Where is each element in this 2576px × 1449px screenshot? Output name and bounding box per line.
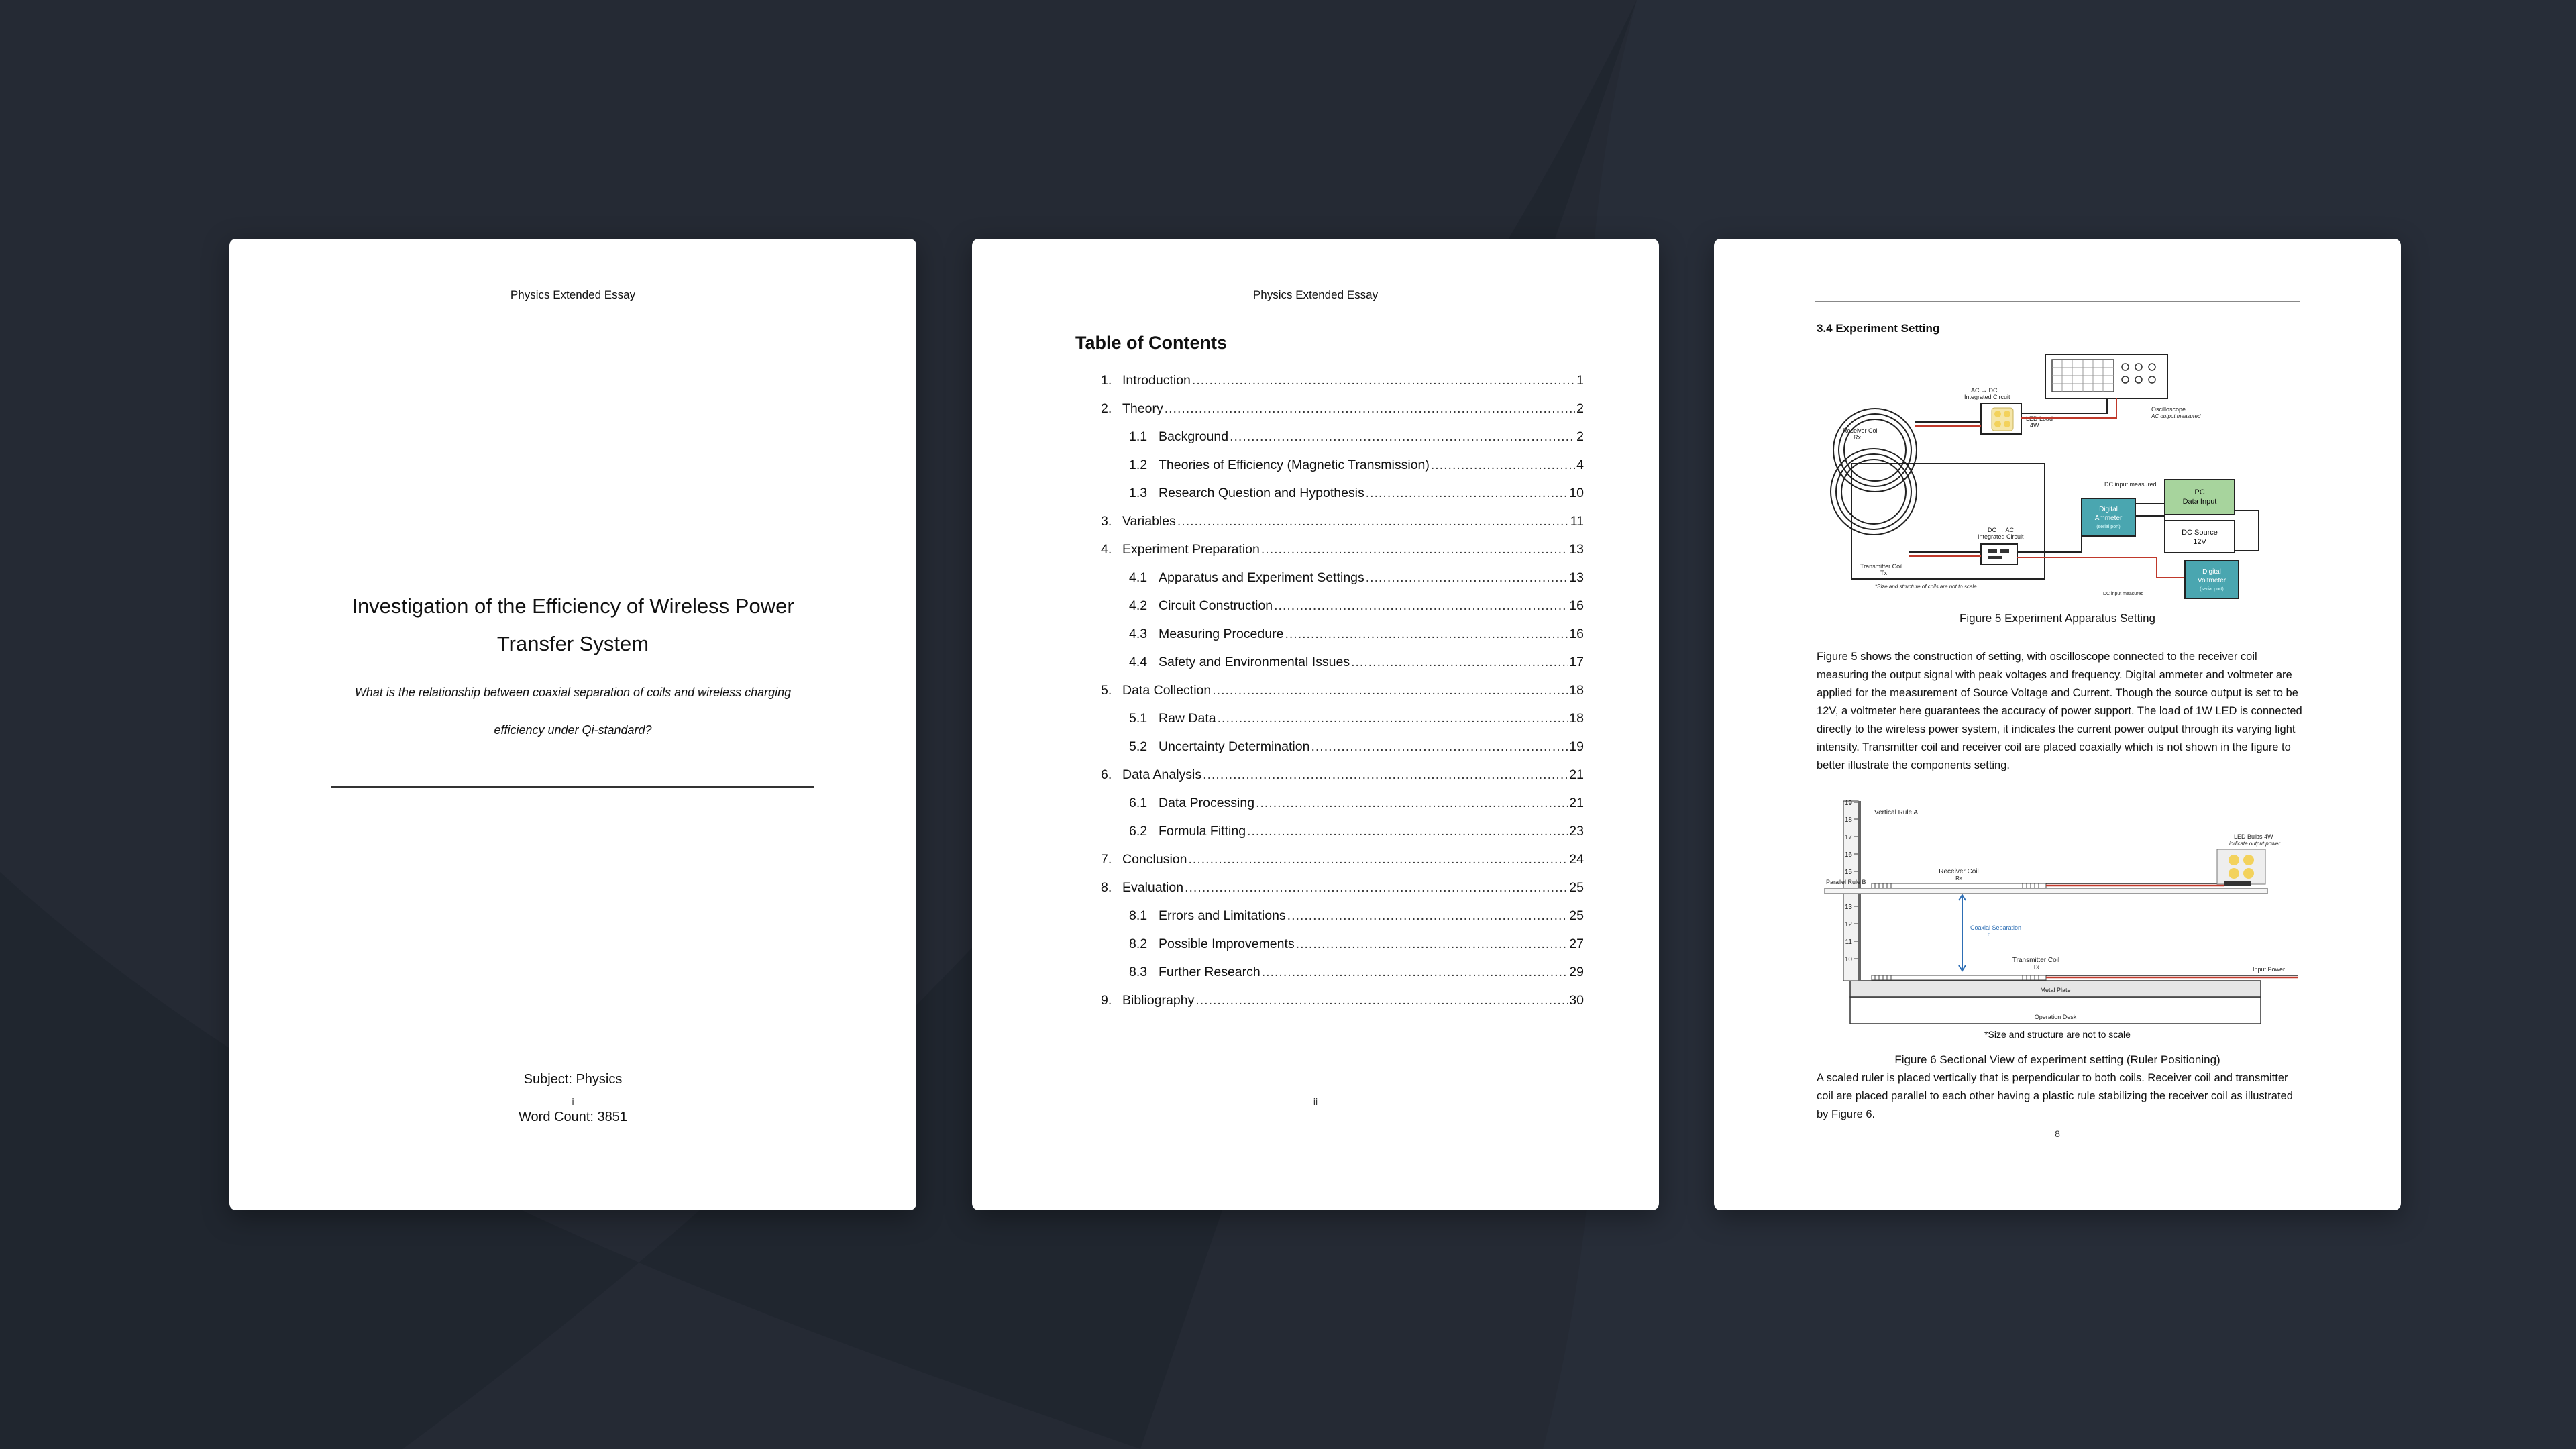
toc-leader-dots (1287, 908, 1568, 924)
receiver-coil-label: Receiver Coil (1939, 868, 1979, 875)
toc-entry[interactable] (1101, 789, 1584, 817)
toc-entry[interactable] (1101, 564, 1584, 592)
toc-leader-dots (1177, 514, 1569, 529)
paragraph-fig5: Figure 5 shows the construction of setting, with oscilloscope connected to the receiver coil measuring the output signal with peak voltages and frequency. Digital ammeter and voltmeter are applied for the measurement of Source Voltage and Current. Though the source output is set to be 12V, a voltmeter here guarantees the accuracy of power support. The load of 1W LED is connected directly to the wireless power system, it indicates the current power output through its varying light intensity. Transmitter coil and receiver coil are placed coaxially which is not shown in the figure to better illustrate the components setting. (1817, 651, 2302, 771)
toc-leader-dots (1285, 627, 1568, 642)
page-header: Physics Extended Essay (1252, 288, 1379, 301)
toc-entry-page: 21 (1569, 795, 1584, 810)
ruler-tick-label: 13 (1844, 904, 1852, 911)
toc-leader-dots (1218, 711, 1568, 727)
toc-entry-page: 4 (1576, 457, 1584, 472)
toc-entry[interactable] (1101, 592, 1584, 620)
word-count: Word Count: 3851 (519, 1110, 627, 1124)
ruler-tick-label: 18 (1844, 816, 1852, 824)
fig5-scale-note: *Size and structure of coils are not to scale (1875, 584, 1977, 590)
toc-entry[interactable] (1101, 676, 1584, 704)
svg-text:DC input measured: DC input measured (2103, 592, 2144, 596)
toc-list (1101, 366, 1584, 1014)
toc-leader-dots (1165, 401, 1575, 417)
toc-entry[interactable] (1101, 733, 1584, 761)
oscilloscope-label: Oscilloscope (2151, 406, 2186, 413)
toc-entry-page: 29 (1569, 964, 1584, 979)
metal-plate-label: Metal Plate (2040, 987, 2071, 994)
page-number: i (572, 1096, 574, 1107)
toc-entry-label: Formula Fitting (1159, 823, 1246, 839)
toc-entry-number: 3. (1101, 513, 1112, 529)
toc-entry-number: 1.2 (1129, 457, 1148, 472)
svg-text:Digital: Digital (2099, 506, 2118, 513)
toc-entry-number: 1. (1101, 372, 1112, 388)
coaxial-separation-label: Coaxial Separation (1970, 924, 2022, 931)
svg-text:(serial port): (serial port) (2200, 587, 2224, 592)
toc-entry-label: Conclusion (1122, 851, 1187, 867)
toc-entry-label: Background (1159, 429, 1229, 444)
toc-leader-dots (1230, 429, 1575, 445)
toc-leader-dots (1311, 739, 1568, 755)
dc-ac-label: DC → AC (1988, 527, 2015, 533)
page-number: ii (1313, 1096, 1318, 1107)
toc-leader-dots (1366, 570, 1568, 586)
toc-entry-number: 4.1 (1129, 570, 1148, 585)
toc-entry-page: 18 (1569, 682, 1584, 698)
toc-entry[interactable] (1101, 648, 1584, 676)
svg-text:Tx: Tx (1880, 570, 1887, 576)
svg-text:(serial port): (serial port) (2096, 525, 2121, 529)
toc-title: Table of Contents (1075, 333, 1227, 353)
svg-text:Tx: Tx (2033, 964, 2039, 970)
toc-leader-dots (1431, 458, 1575, 473)
toc-entry-number: 1.3 (1129, 485, 1148, 500)
toc-entry-number: 7. (1101, 851, 1112, 867)
figure-6-caption: Figure 6 Sectional View of experiment setting (Ruler Positioning) (1894, 1053, 2220, 1066)
toc-entry-label: Data Analysis (1122, 767, 1202, 782)
toc-entry[interactable] (1101, 761, 1584, 789)
toc-entry[interactable] (1101, 394, 1584, 423)
toc-entry-page: 16 (1569, 626, 1584, 641)
toc-entry-label: Further Research (1159, 964, 1260, 979)
transmitter-coil-label: Transmitter Coil (1860, 563, 1903, 570)
toc-leader-dots (1256, 796, 1568, 811)
toc-entry-number: 8. (1101, 879, 1112, 895)
toc-entry-label: Variables (1122, 513, 1176, 529)
page-header: Physics Extended Essay (510, 288, 636, 301)
toc-entry-page: 19 (1569, 739, 1584, 754)
research-question: What is the relationship between coaxial separation of coils and wireless charging efficiency under Qi-standard? (354, 686, 792, 737)
toc-entry-number: 6.2 (1129, 823, 1148, 839)
section-title: 3.4 Experiment Setting (1817, 322, 1940, 335)
toc-leader-dots (1188, 852, 1568, 867)
svg-text:DC Source: DC Source (2182, 529, 2218, 537)
page-experiment (1714, 239, 2401, 1210)
toc-entry-label: Errors and Limitations (1159, 908, 1286, 923)
toc-entry-number: 5. (1101, 682, 1112, 698)
toc-entry[interactable] (1101, 366, 1584, 394)
toc-entry-number: 5.2 (1129, 739, 1148, 754)
toc-entry-page: 2 (1576, 400, 1584, 416)
input-power-label: Input Power (2253, 966, 2286, 973)
toc-entry[interactable] (1101, 535, 1584, 564)
toc-entry-number: 4.2 (1129, 598, 1148, 613)
toc-entry[interactable] (1101, 423, 1584, 451)
svg-text:d: d (1988, 932, 1991, 938)
svg-text:Rx: Rx (1955, 875, 1962, 881)
svg-text:AC output measured: AC output measured (2151, 413, 2201, 419)
page-cover (229, 239, 916, 1210)
svg-text:Data Input: Data Input (2182, 498, 2217, 506)
parallel-rule-label: Parallel Rule B (1826, 879, 1866, 885)
parallel-rule (1825, 888, 2267, 894)
toc-entry[interactable] (1101, 958, 1584, 986)
led-bulbs-label: LED Bulbs 4W (2234, 833, 2273, 840)
toc-entry-label: Circuit Construction (1159, 598, 1273, 613)
toc-entry-label: Data Processing (1159, 795, 1255, 810)
subject-label: Subject: Physics (523, 1072, 623, 1087)
toc-entry-label: Experiment Preparation (1122, 541, 1260, 557)
svg-text:indicate output power: indicate output power (2229, 841, 2281, 847)
toc-entry-number: 4.3 (1129, 626, 1148, 641)
toc-entry-label: Research Question and Hypothesis (1159, 485, 1364, 500)
ac-dc-label: AC → DC (1971, 387, 1998, 394)
toc-entry-number: 6. (1101, 767, 1112, 782)
toc-entry-page: 21 (1569, 767, 1584, 782)
ruler-tick-label: 11 (1845, 938, 1852, 946)
toc-leader-dots (1212, 683, 1568, 698)
transmitter-coil-label: Transmitter Coil (2012, 957, 2060, 964)
toc-entry-label: Theory (1122, 400, 1163, 416)
toc-entry-page: 13 (1569, 541, 1584, 557)
toc-entry-number: 4. (1101, 541, 1112, 557)
ruler-tick-label: 12 (1844, 921, 1852, 928)
toc-leader-dots (1195, 993, 1568, 1008)
toc-leader-dots (1203, 767, 1568, 783)
toc-leader-dots (1185, 880, 1568, 896)
toc-leader-dots (1351, 655, 1568, 670)
receiver-coil-section (1872, 883, 2046, 888)
toc-entry-page: 25 (1569, 879, 1584, 895)
toc-entry[interactable] (1101, 930, 1584, 958)
receiver-coil-label: Receiver Coil (1843, 427, 1879, 434)
operation-desk-label: Operation Desk (2034, 1014, 2077, 1020)
toc-entry-page: 16 (1569, 598, 1584, 613)
toc-entry[interactable] (1101, 451, 1584, 479)
vertical-rule-label: Vertical Rule A (1874, 809, 1919, 816)
figure-6-sectional-view (1714, 796, 2401, 1027)
svg-text:PC: PC (2194, 488, 2205, 496)
svg-text:12V: 12V (2193, 538, 2206, 546)
toc-entry-label: Raw Data (1159, 710, 1216, 726)
toc-entry-page: 18 (1569, 710, 1584, 726)
toc-entry-number: 4.4 (1129, 654, 1148, 669)
svg-text:Rx: Rx (1854, 434, 1861, 441)
toc-entry[interactable] (1101, 817, 1584, 845)
ruler-tick-label: 15 (1844, 869, 1852, 876)
header-rule (1815, 301, 2300, 302)
toc-entry-number: 8.2 (1129, 936, 1148, 951)
divider (331, 786, 814, 788)
toc-entry-page: 1 (1576, 372, 1584, 388)
toc-entry[interactable] (1101, 704, 1584, 733)
toc-entry-page: 30 (1569, 992, 1584, 1008)
toc-entry-page: 11 (1570, 513, 1584, 529)
toc-entry-page: 10 (1569, 485, 1584, 500)
paragraph-fig6: A scaled ruler is placed vertically that is perpendicular to both coils. Receiver coil and transmitter coil are placed parallel to each other having a plastic rule stabilizing the receiver coil as illustrated by Figure 6. (1817, 1072, 2293, 1120)
dc-ac-box (1981, 544, 2017, 564)
ruler-tick-label: 10 (1844, 956, 1852, 963)
toc-entry-number: 8.1 (1129, 908, 1148, 923)
toc-entry-label: Measuring Procedure (1159, 626, 1284, 641)
toc-entry-label: Possible Improvements (1159, 936, 1295, 951)
toc-leader-dots (1261, 542, 1568, 557)
dc-source-box (2165, 521, 2235, 553)
toc-entry[interactable] (1101, 479, 1584, 507)
transmitter-coil-section (1872, 975, 2046, 980)
svg-text:Ammeter: Ammeter (2094, 515, 2123, 522)
toc-leader-dots (1262, 965, 1568, 980)
led-load-label: LED Load (2026, 415, 2053, 422)
toc-entry-number: 2. (1101, 400, 1112, 416)
svg-text:4W: 4W (2030, 422, 2039, 429)
page-toc (972, 239, 1659, 1210)
toc-leader-dots (1296, 936, 1568, 952)
page-number: 8 (2055, 1128, 2060, 1139)
toc-entry-page: 2 (1576, 429, 1584, 444)
toc-entry-label: Evaluation (1122, 879, 1184, 895)
ruler-tick-label: 16 (1844, 851, 1852, 859)
ruler-tick-label: 19 (1844, 800, 1852, 807)
svg-text:Digital: Digital (2202, 568, 2221, 576)
toc-leader-dots (1192, 373, 1575, 388)
toc-entry-label: Theories of Efficiency (Magnetic Transmission) (1159, 457, 1430, 472)
toc-entry[interactable] (1101, 507, 1584, 535)
ruler-tick-label: 17 (1844, 834, 1852, 841)
toc-entry-label: Introduction (1122, 372, 1191, 388)
svg-text:Integrated Circuit: Integrated Circuit (1978, 533, 2024, 540)
toc-leader-dots (1366, 486, 1568, 501)
toc-entry[interactable] (1101, 845, 1584, 873)
toc-entry-page: 13 (1569, 570, 1584, 585)
toc-entry-label: Apparatus and Experiment Settings (1159, 570, 1364, 585)
dc-input-label: DC input measured (2104, 481, 2157, 488)
toc-entry-page: 24 (1569, 851, 1584, 867)
toc-entry-label: Uncertainty Determination (1159, 739, 1310, 754)
toc-entry-page: 27 (1569, 936, 1584, 951)
toc-entry-page: 23 (1569, 823, 1584, 839)
toc-entry-label: Data Collection (1122, 682, 1212, 698)
toc-entry[interactable] (1101, 986, 1584, 1014)
toc-leader-dots (1274, 598, 1568, 614)
led-bulbs (2217, 849, 2265, 884)
toc-entry-page: 25 (1569, 908, 1584, 923)
toc-entry-label: Bibliography (1122, 992, 1195, 1008)
toc-entry-page: 17 (1569, 654, 1584, 669)
toc-entry-label: Safety and Environmental Issues (1159, 654, 1350, 669)
figure-5-apparatus (1714, 343, 2401, 611)
toc-entry-number: 9. (1101, 992, 1112, 1008)
svg-text:Integrated Circuit: Integrated Circuit (1964, 394, 2010, 400)
svg-text:Voltmeter: Voltmeter (2197, 577, 2226, 584)
essay-title: Investigation of the Efficiency of Wireless Power Transfer System (352, 594, 794, 655)
figure-5-caption: Figure 5 Experiment Apparatus Setting (1960, 612, 2155, 625)
toc-entry-number: 8.3 (1129, 964, 1148, 979)
toc-entry[interactable] (1101, 902, 1584, 930)
toc-entry-number: 5.1 (1129, 710, 1148, 726)
toc-entry-number: 1.1 (1129, 429, 1148, 444)
toc-leader-dots (1247, 824, 1568, 839)
toc-entry[interactable] (1101, 620, 1584, 648)
pc-box (2165, 480, 2235, 515)
toc-entry-number: 6.1 (1129, 795, 1148, 810)
figure-6-note: *Size and structure are not to scale (1984, 1029, 2131, 1040)
toc-entry[interactable] (1101, 873, 1584, 902)
